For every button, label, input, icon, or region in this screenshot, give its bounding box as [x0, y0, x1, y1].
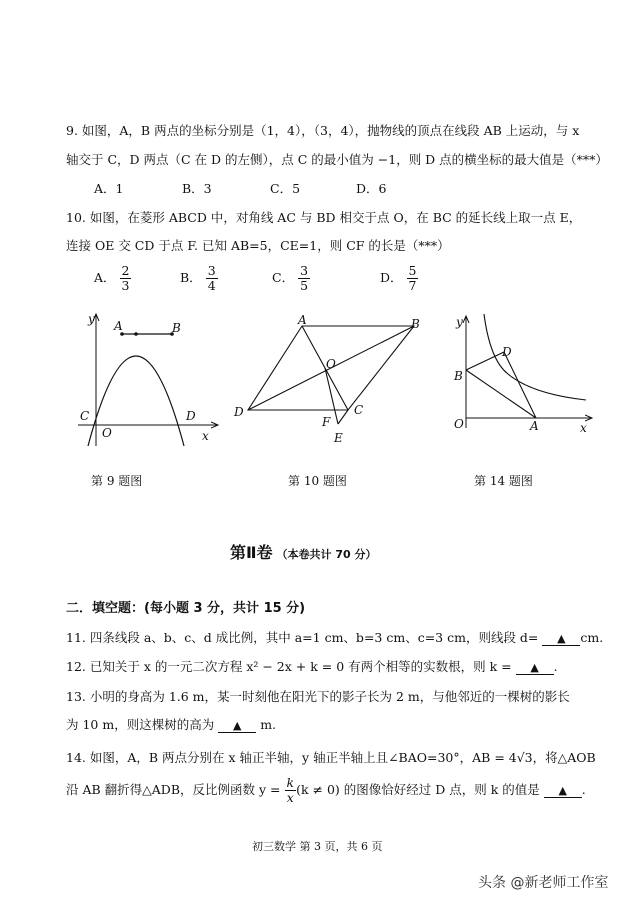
q10-line1: 10. 如图，在菱形 ABCD 中，对角线 AC 与 BD 相交于点 O，在 BC 的延长线上取一点 E， [66, 210, 582, 225]
label-x: x [202, 429, 209, 443]
q12 [66, 658, 558, 676]
q10-option-c: C． $\frac{3}{5}$ [272, 263, 309, 293]
label-b: B [172, 321, 181, 335]
label-x: x [580, 421, 587, 435]
label-c: C [354, 403, 364, 417]
label-e: E [334, 431, 343, 445]
q14-line2-text: 沿 AB 翻折得△ADB，反比例函数 y = [66, 782, 281, 797]
q13-unit: m. [260, 717, 277, 732]
q12-end: . [553, 659, 558, 674]
q10-option-a: A． $\frac{2}{3}$ [94, 263, 130, 293]
q9-line1: 9. 如图，A，B 两点的坐标分别是（1，4），（3，4），抛物线的顶点在线段 AB 上运动，与 x [66, 123, 580, 138]
figure-14 [450, 310, 600, 438]
q14-line2 [66, 776, 586, 805]
page-footer: 初三数学 第 3 页，共 6 页 [252, 840, 383, 853]
q9-option-a: A．1 [94, 181, 124, 196]
q11-blank: ▲ [542, 633, 580, 646]
q13-line2-text: 为 10 m，则这棵树的高为 [66, 717, 215, 732]
figure-9 [72, 306, 232, 452]
label-b: B [454, 369, 463, 383]
label-o: O [454, 417, 464, 431]
label-o: O [102, 426, 112, 440]
q13-line1: 13. 小明的身高为 1.6 m，某一时刻他在阳光下的影子长为 2 m，与他邻近的一棵树的影长 [66, 689, 570, 704]
q9-option-b: B．3 [182, 181, 212, 196]
fraction: $\frac{2}{3}$ [121, 263, 130, 293]
q10-line2: 连接 OE 交 CD 于点 F. 已知 AB=5，CE=1，则 CF 的长是（***） [66, 238, 450, 253]
figure-10 [228, 314, 438, 448]
figure-9-caption: 第 9 题图 [91, 474, 143, 488]
fraction-k-over-x: $\frac{k}{x}$ [286, 775, 295, 805]
q10-option-d: D． $\frac{5}{7}$ [380, 263, 417, 293]
hyperbola [484, 314, 586, 400]
fraction: $\frac{3}{4}$ [207, 263, 216, 293]
q13-line2 [66, 716, 276, 734]
q10-option-b: B． $\frac{3}{4}$ [180, 263, 216, 293]
q14-blank: ▲ [544, 785, 582, 798]
segment-da [504, 352, 536, 418]
q11 [66, 629, 603, 647]
q9-line2: 轴交于 C，D 两点（C 在 D 的左侧），点 C 的最小值为 −1，则 D 点的横坐标的最大值是（***） [66, 152, 608, 167]
label-d: D [186, 409, 196, 423]
q9-option-d: D．6 [356, 181, 387, 196]
label-o: O [326, 357, 336, 371]
segment-bd [466, 352, 504, 370]
figure-14-caption: 第 14 题图 [474, 474, 533, 488]
vertex-point [134, 332, 138, 336]
part-2-title: 第Ⅱ卷 [230, 543, 273, 562]
extension-ce [338, 410, 348, 424]
watermark: 头条 @新老师工作室 [478, 875, 609, 891]
q14-line2-mid: (k ≠ 0) 的图像恰好经过 D 点，则 k 的值是 [296, 782, 540, 797]
q13-blank: ▲ [218, 720, 256, 733]
part-2-heading [230, 540, 377, 563]
figure-10-caption: 第 10 题图 [288, 474, 347, 488]
label-a: A [114, 319, 123, 333]
fraction: $\frac{3}{5}$ [300, 263, 309, 293]
q12-text: 12. 已知关于 x 的一元二次方程 x² − 2x + k = 0 有两个相等的实数根，则 k = [66, 659, 512, 674]
label-a: A [530, 419, 539, 433]
q12-blank: ▲ [516, 662, 554, 675]
label-y: y [456, 315, 463, 329]
fraction: $\frac{5}{7}$ [408, 263, 417, 293]
q14-end: . [581, 782, 586, 797]
q14-line1: 14. 如图，A，B 两点分别在 x 轴正半轴，y 轴正半轴上且∠BAO=30°，AB = 4√3，将△AOB [66, 750, 596, 765]
segment-ab [466, 370, 536, 418]
label-y: y [88, 312, 95, 326]
label-c: C [80, 409, 90, 423]
label-a: A [298, 314, 307, 327]
q11-unit: cm. [580, 630, 604, 645]
q11-text: 11. 四条线段 a、b、c、d 成比例，其中 a=1 cm、b=3 cm、c=3 cm，则线段 d= [66, 630, 539, 645]
label-f: F [322, 415, 331, 429]
label-d: D [502, 345, 512, 359]
label-b: B [411, 317, 420, 331]
section-2-title: 二．填空题：(每小题 3 分，共计 15 分) [66, 601, 306, 616]
label-d: D [234, 405, 244, 419]
q9-option-c: C．5 [270, 181, 301, 196]
part-2-note: （本卷共计 70 分） [276, 548, 377, 561]
